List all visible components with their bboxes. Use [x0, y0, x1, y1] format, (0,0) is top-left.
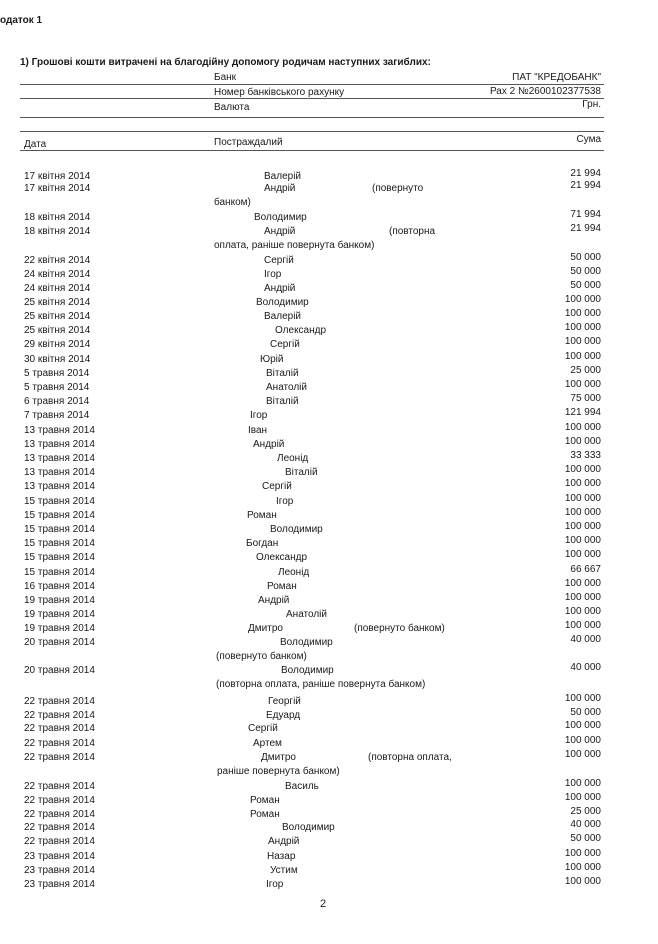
row-victim-name: Валерій: [264, 311, 301, 322]
row-amount: 71 994: [570, 209, 601, 220]
row-date: 22 травня 2014: [24, 836, 95, 847]
row-victim-name: Сергій: [270, 339, 300, 350]
row-amount: 21 994: [570, 168, 601, 179]
row-amount: 50 000: [570, 266, 601, 277]
row-amount: 100 000: [564, 478, 601, 489]
column-header-date: Дата: [24, 139, 47, 150]
row-date: 13 травня 2014: [24, 425, 95, 436]
row-date: 5 травня 2014: [24, 368, 90, 379]
row-victim-name: Сергій: [262, 481, 292, 492]
row-victim-name: Леонід: [277, 453, 309, 464]
row-amount: 100 000: [564, 521, 601, 532]
row-amount: 100 000: [564, 308, 601, 319]
row-victim-name: Ігор: [266, 879, 284, 890]
row-victim-name: Роман: [250, 795, 280, 806]
section-heading: 1) Грошові кошти витрачені на благодійну допомогу родичам наступних загиблих:: [20, 57, 431, 68]
row-victim-name: Володимир: [256, 297, 309, 308]
row-comment: (повторна: [389, 226, 436, 237]
divider: [20, 98, 604, 99]
row-victim-name: Ігор: [250, 410, 268, 421]
row-amount: 100 000: [564, 876, 601, 887]
row-amount: 100 000: [564, 749, 601, 760]
row-date: 19 травня 2014: [24, 609, 95, 620]
row-date: 24 квітня 2014: [24, 269, 91, 280]
column-header-amount: Сума: [576, 134, 601, 145]
row-amount: 40 000: [570, 819, 601, 830]
currency-value: Грн.: [582, 99, 601, 110]
column-header-victim: Постраждалий: [214, 137, 283, 148]
row-amount: 100 000: [564, 294, 601, 305]
row-amount: 100 000: [564, 507, 601, 518]
row-victim-name: Леонід: [278, 567, 310, 578]
row-victim-name: Віталій: [266, 396, 299, 407]
row-amount: 100 000: [564, 549, 601, 560]
row-date: 15 травня 2014: [24, 496, 95, 507]
bank-value: ПАТ "КРЕДОБАНК": [512, 72, 601, 83]
row-date: 18 квітня 2014: [24, 226, 91, 237]
row-victim-name: Володимир: [281, 665, 334, 676]
row-date: 5 травня 2014: [24, 382, 90, 393]
row-amount: 100 000: [564, 862, 601, 873]
row-date: 13 травня 2014: [24, 481, 95, 492]
row-victim-name: Володимир: [280, 637, 333, 648]
row-victim-name: Ігор: [264, 269, 282, 280]
row-amount: 100 000: [564, 578, 601, 589]
row-victim-name: Віталій: [266, 368, 299, 379]
row-date: 22 травня 2014: [24, 710, 95, 721]
row-victim-name: Андрій: [264, 283, 296, 294]
row-amount: 100 000: [564, 720, 601, 731]
row-date: 30 квітня 2014: [24, 354, 91, 365]
row-date: 13 травня 2014: [24, 453, 95, 464]
row-date: 15 травня 2014: [24, 552, 95, 563]
row-amount: 66 667: [570, 564, 601, 575]
row-amount: 100 000: [564, 422, 601, 433]
account-value: Рах 2 №2600102377538: [489, 86, 601, 97]
row-amount: 100 000: [564, 592, 601, 603]
row-victim-name: Андрій: [264, 183, 296, 194]
row-victim-name: Богдан: [246, 538, 279, 549]
row-amount: 21 994: [570, 223, 601, 234]
row-amount: 40 000: [570, 634, 601, 645]
row-victim-name: Роман: [267, 581, 297, 592]
row-date: 23 травня 2014: [24, 865, 95, 876]
row-amount: 40 000: [570, 662, 601, 673]
row-date: 17 квітня 2014: [24, 171, 91, 182]
row-date: 25 квітня 2014: [24, 311, 91, 322]
row-date: 16 травня 2014: [24, 581, 95, 592]
row-comment-continued: раніше повернута банком): [217, 766, 340, 777]
row-victim-name: Володимир: [270, 524, 323, 535]
annex-label: одаток 1: [0, 15, 43, 26]
row-victim-name: Володимир: [254, 212, 307, 223]
row-victim-name: Віталій: [285, 467, 318, 478]
row-date: 19 травня 2014: [24, 623, 95, 634]
row-date: 15 травня 2014: [24, 567, 95, 578]
row-victim-name: Дмитро: [248, 623, 283, 634]
row-amount: 100 000: [564, 848, 601, 859]
row-date: 18 квітня 2014: [24, 212, 91, 223]
divider: [20, 150, 604, 151]
row-amount: 100 000: [564, 693, 601, 704]
row-amount: 100 000: [564, 336, 601, 347]
row-victim-name: Василь: [285, 781, 319, 792]
row-date: 17 квітня 2014: [24, 183, 91, 194]
row-victim-name: Валерій: [264, 171, 301, 182]
row-victim-name: Ігор: [276, 496, 294, 507]
row-date: 24 квітня 2014: [24, 283, 91, 294]
row-date: 22 травня 2014: [24, 795, 95, 806]
row-amount: 100 000: [564, 436, 601, 447]
row-amount: 100 000: [564, 535, 601, 546]
row-amount: 75 000: [570, 393, 601, 404]
row-comment-continued: оплата, раніше повернута банком): [214, 240, 375, 251]
row-comment-continued: (повернуто банком): [216, 651, 307, 662]
row-comment-continued: банком): [214, 197, 251, 208]
row-amount: 100 000: [564, 792, 601, 803]
divider: [20, 131, 604, 132]
row-date: 29 квітня 2014: [24, 339, 91, 350]
row-amount: 100 000: [564, 620, 601, 631]
row-amount: 33 333: [570, 450, 601, 461]
row-date: 15 травня 2014: [24, 510, 95, 521]
row-victim-name: Андрій: [264, 226, 296, 237]
row-date: 22 квітня 2014: [24, 255, 91, 266]
currency-label: Валюта: [214, 102, 250, 113]
divider: [20, 84, 604, 85]
row-date: 22 травня 2014: [24, 738, 95, 749]
row-victim-name: Устим: [270, 865, 298, 876]
row-victim-name: Юрій: [260, 354, 284, 365]
account-label: Номер банківського рахунку: [214, 87, 345, 98]
row-victim-name: Іван: [248, 425, 268, 436]
row-victim-name: Володимир: [282, 822, 335, 833]
row-victim-name: Андрій: [268, 836, 300, 847]
row-victim-name: Едуард: [266, 710, 301, 721]
row-date: 22 травня 2014: [24, 822, 95, 833]
row-amount: 50 000: [570, 252, 601, 263]
row-amount: 100 000: [564, 778, 601, 789]
row-victim-name: Сергій: [264, 255, 294, 266]
row-comment-continued: (повторна оплата, раніше повернута банком): [216, 679, 426, 690]
row-date: 25 квітня 2014: [24, 297, 91, 308]
row-date: 22 травня 2014: [24, 696, 95, 707]
row-victim-name: Сергій: [248, 723, 278, 734]
row-date: 20 травня 2014: [24, 637, 95, 648]
row-victim-name: Назар: [267, 851, 296, 862]
row-victim-name: Андрій: [253, 439, 285, 450]
page-number: 2: [320, 898, 327, 910]
row-date: 13 травня 2014: [24, 467, 95, 478]
row-comment: (повернуто банком): [354, 623, 445, 634]
row-date: 22 травня 2014: [24, 723, 95, 734]
row-amount: 100 000: [564, 606, 601, 617]
row-victim-name: Анатолій: [286, 609, 327, 620]
row-amount: 25 000: [570, 806, 601, 817]
row-date: 20 травня 2014: [24, 665, 95, 676]
row-date: 15 травня 2014: [24, 524, 95, 535]
row-victim-name: Артем: [253, 738, 282, 749]
row-date: 19 травня 2014: [24, 595, 95, 606]
row-date: 22 травня 2014: [24, 809, 95, 820]
row-victim-name: Олександр: [275, 325, 327, 336]
row-victim-name: Роман: [247, 510, 277, 521]
bank-label: Банк: [214, 72, 237, 83]
row-date: 22 травня 2014: [24, 752, 95, 763]
row-amount: 100 000: [564, 351, 601, 362]
row-comment: (повторна оплата,: [368, 752, 452, 763]
divider: [20, 117, 604, 118]
row-amount: 100 000: [564, 493, 601, 504]
row-date: 13 травня 2014: [24, 439, 95, 450]
row-amount: 121 994: [564, 407, 601, 418]
row-victim-name: Анатолій: [266, 382, 307, 393]
row-victim-name: Дмитро: [261, 752, 296, 763]
row-comment: (повернуто: [372, 183, 424, 194]
row-victim-name: Андрій: [258, 595, 290, 606]
row-date: 25 квітня 2014: [24, 325, 91, 336]
row-date: 22 травня 2014: [24, 781, 95, 792]
row-amount: 100 000: [564, 379, 601, 390]
row-amount: 21 994: [570, 180, 601, 191]
row-date: 6 травня 2014: [24, 396, 90, 407]
row-amount: 100 000: [564, 735, 601, 746]
row-date: 15 травня 2014: [24, 538, 95, 549]
row-victim-name: Роман: [250, 809, 280, 820]
row-date: 23 травня 2014: [24, 851, 95, 862]
row-amount: 50 000: [570, 707, 601, 718]
row-date: 23 травня 2014: [24, 879, 95, 890]
row-amount: 100 000: [564, 464, 601, 475]
row-amount: 50 000: [570, 280, 601, 291]
row-date: 7 травня 2014: [24, 410, 90, 421]
row-victim-name: Олександр: [256, 552, 308, 563]
row-amount: 50 000: [570, 833, 601, 844]
row-victim-name: Георгій: [268, 696, 301, 707]
row-amount: 25 000: [570, 365, 601, 376]
row-amount: 100 000: [564, 322, 601, 333]
